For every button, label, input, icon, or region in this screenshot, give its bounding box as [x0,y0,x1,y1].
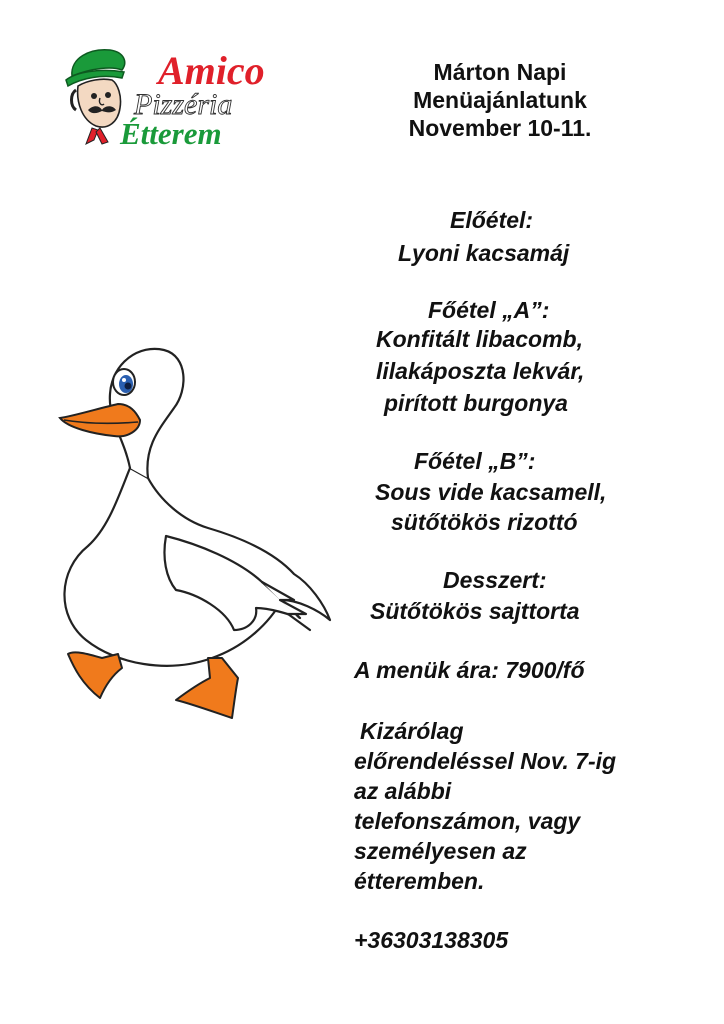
main-a-line: lilakáposzta lekvár, [376,358,585,384]
notice-line: telefonszámon, vagy [354,808,581,834]
notice-line: étteremben. [354,868,485,894]
dessert-item: Sütőtökös sajttorta [370,598,580,624]
main-b-line: Sous vide kacsamell, [375,479,607,505]
amico-pizzeria-logo [62,40,277,155]
header-subtitle: Menüajánlatunk [413,87,587,113]
starter-heading: Előétel: [450,207,534,233]
left-foot-icon [68,652,122,698]
main-a-line: Konfitált libacomb, [376,326,583,352]
beak-icon [60,404,140,436]
notice-line: előrendeléssel Nov. 7-ig [354,748,617,774]
logo-word-etterem: Étterem [120,116,222,151]
price-text: A menük ára: 7900/fő [354,657,585,683]
main-a-line: pirított burgonya [384,390,568,416]
header-date: November 10-11. [408,115,592,141]
eye-icon [113,369,135,395]
dessert-heading: Desszert: [443,567,547,593]
right-foot-icon [176,658,238,718]
main-b-line: sütőtökös rizottó [391,509,578,535]
phone-number: +36303138305 [354,927,509,953]
notice-line: Kizárólag [360,718,464,744]
header-title: Márton Napi [433,59,567,85]
menu-header [370,58,630,142]
logo-word-pizzeria: Pizzéria [134,88,233,121]
notice-line: az alábbi [354,778,452,804]
chef-caricature-icon [66,50,125,144]
main-b-heading: Főétel „B”: [414,448,536,474]
notice-line: személyesen az [354,838,527,864]
main-a-heading: Főétel „A”: [428,297,550,323]
logo-word-amico: Amico [158,48,265,93]
goose-illustration [48,338,338,733]
starter-item: Lyoni kacsamáj [398,240,570,266]
